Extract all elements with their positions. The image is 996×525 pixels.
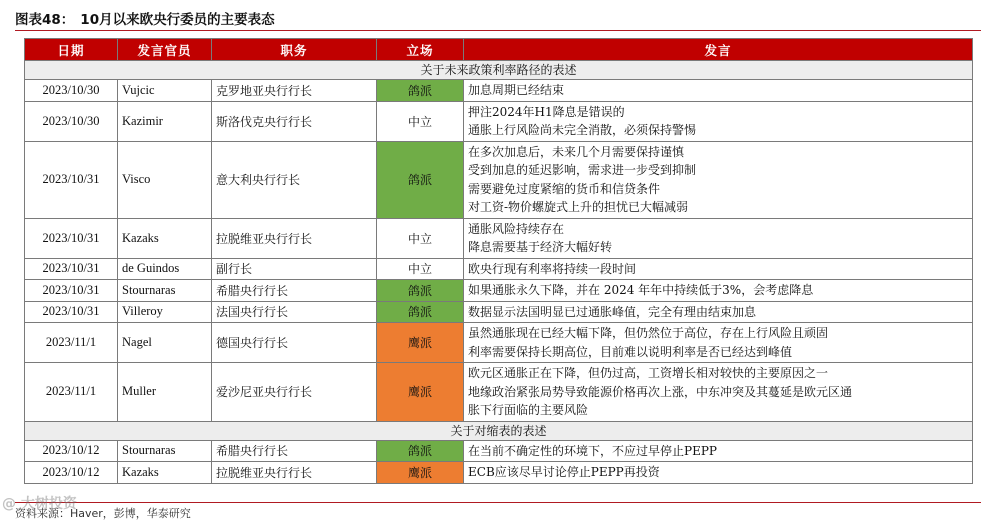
role-cell: 意大利央行行长 [212,141,377,218]
header-stance: 立场 [377,39,464,61]
section-row [25,421,973,440]
remark-line: 虽然通胀现在已经大幅下降，但仍然位于高位，存在上行风险且顽固 [468,326,829,340]
stance-badge: 鸽派 [377,80,464,102]
table-row [25,462,973,484]
role-cell: 德国央行行长 [212,323,377,363]
stance-badge: 中立 [377,101,464,141]
stance-badge: 鹰派 [377,363,464,422]
date-cell: 2023/11/1 [25,323,118,363]
header-remarks: 发言 [464,39,973,61]
remarks-cell [464,363,973,422]
table-body [25,61,973,484]
remark-line: ECB应该尽早讨论停止PEPP再投资 [468,465,660,479]
role-cell: 爱沙尼亚央行行长 [212,363,377,422]
watermark: @ 大树投资 [2,496,77,512]
remark-line: 欧央行现有利率将持续一段时间 [468,261,637,276]
figure-label: 图表48： [15,12,75,28]
table-row [25,363,973,422]
remarks-cell [464,323,973,363]
remarks-cell [464,218,973,258]
source-note: 资料来源：Haver，彭博，华泰研究 [15,507,191,520]
remark-line: 降息需要基于经济大幅好转 [468,240,613,254]
statements-table [24,38,973,484]
role-cell: 斯洛伐克央行行长 [212,101,377,141]
remark-line: 如果通胀永久下降，并在 2024 年年中持续低于3%，会考虑降息 [468,283,814,297]
stance-badge: 鸽派 [377,280,464,302]
date-cell: 2023/10/31 [25,218,118,258]
stance-badge: 鹰派 [377,323,464,363]
role-cell: 拉脱维亚央行行长 [212,462,377,484]
date-cell: 2023/10/31 [25,301,118,323]
speaker-cell: Stournaras [118,440,212,462]
stance-badge: 鸽派 [377,301,464,323]
speaker-cell: Nagel [118,323,212,363]
figure-title-text: 10月以来欧央行委员的主要表态 [80,12,275,28]
speaker-cell: Kazimir [118,101,212,141]
header-date: 日期 [25,39,118,61]
speaker-cell: de Guindos [118,258,212,280]
table-row [25,80,973,102]
table-row [25,101,973,141]
top-rule [15,30,981,31]
table-row [25,323,973,363]
remark-line: 需要避免过度紧缩的货币和信贷条件 [468,181,661,196]
remark-line: 押注2024年H1降息是错误的 [468,104,625,119]
section-row [25,61,973,80]
role-cell: 希腊央行行长 [212,440,377,462]
speaker-cell: Villeroy [118,301,212,323]
date-cell: 2023/11/1 [25,363,118,422]
bottom-rule [15,502,981,503]
role-cell: 克罗地亚央行行长 [212,80,377,102]
date-cell: 2023/10/31 [25,141,118,218]
remarks-cell [464,440,973,462]
remark-line: 加息周期已经结束 [468,83,565,97]
remarks-cell [464,280,973,302]
remark-line: 数据显示法国明显已过通胀峰值，完全有理由结束加息 [468,304,757,319]
remark-line: 受到加息的延迟影响，需求进一步受到抑制 [468,163,697,177]
table-header-row [25,39,973,61]
figure-title [15,8,281,28]
stance-badge: 鸽派 [377,141,464,218]
stance-badge: 鸽派 [377,440,464,462]
stance-badge: 中立 [377,258,464,280]
table-row [25,258,973,280]
date-cell: 2023/10/30 [25,80,118,102]
remark-line: 通胀风险持续存在 [468,221,565,236]
table-row [25,301,973,323]
date-cell: 2023/10/31 [25,280,118,302]
section-title: 关于未来政策利率路径的表述 [25,61,973,80]
speaker-cell: Visco [118,141,212,218]
remark-line: 在当前不确定性的环境下，不应过早停止PEPP [468,443,717,458]
remark-line: 通胀上行风险尚未完全消散，必须保持警惕 [468,123,697,137]
role-cell: 法国央行行长 [212,301,377,323]
header-role: 职务 [212,39,377,61]
remarks-cell [464,80,973,102]
section-title: 关于对缩表的表述 [25,421,973,440]
remarks-cell [464,101,973,141]
role-cell: 拉脱维亚央行行长 [212,218,377,258]
date-cell: 2023/10/12 [25,440,118,462]
date-cell: 2023/10/12 [25,462,118,484]
date-cell: 2023/10/30 [25,101,118,141]
header-speaker: 发言官员 [118,39,212,61]
stance-badge: 中立 [377,218,464,258]
role-cell: 副行长 [212,258,377,280]
table-row [25,218,973,258]
remark-line: 在多次加息后，未来几个月需要保持谨慎 [468,144,685,159]
table-row [25,280,973,302]
speaker-cell: Kazaks [118,462,212,484]
remarks-cell [464,462,973,484]
speaker-cell: Kazaks [118,218,212,258]
date-cell: 2023/10/31 [25,258,118,280]
remark-line: 利率需要保持长期高位，目前难以说明利率是否已经达到峰值 [468,344,793,359]
remark-line: 地缘政治紧张局势导致能源价格再次上涨，中东冲突及其蔓延是欧元区通 [468,384,853,399]
table-row [25,141,973,218]
remarks-cell [464,258,973,280]
remarks-cell [464,141,973,218]
table-row [25,440,973,462]
remark-line: 欧元区通胀正在下降，但仍过高，工资增长相对较快的主要原因之一 [468,366,829,380]
remark-line: 胀下行面临的主要风险 [468,403,589,417]
speaker-cell: Stournaras [118,280,212,302]
speaker-cell: Muller [118,363,212,422]
remarks-cell [464,301,973,323]
speaker-cell: Vujcic [118,80,212,102]
stance-badge: 鹰派 [377,462,464,484]
remark-line: 对工资-物价螺旋式上升的担忧已大幅减弱 [468,200,689,214]
role-cell: 希腊央行行长 [212,280,377,302]
